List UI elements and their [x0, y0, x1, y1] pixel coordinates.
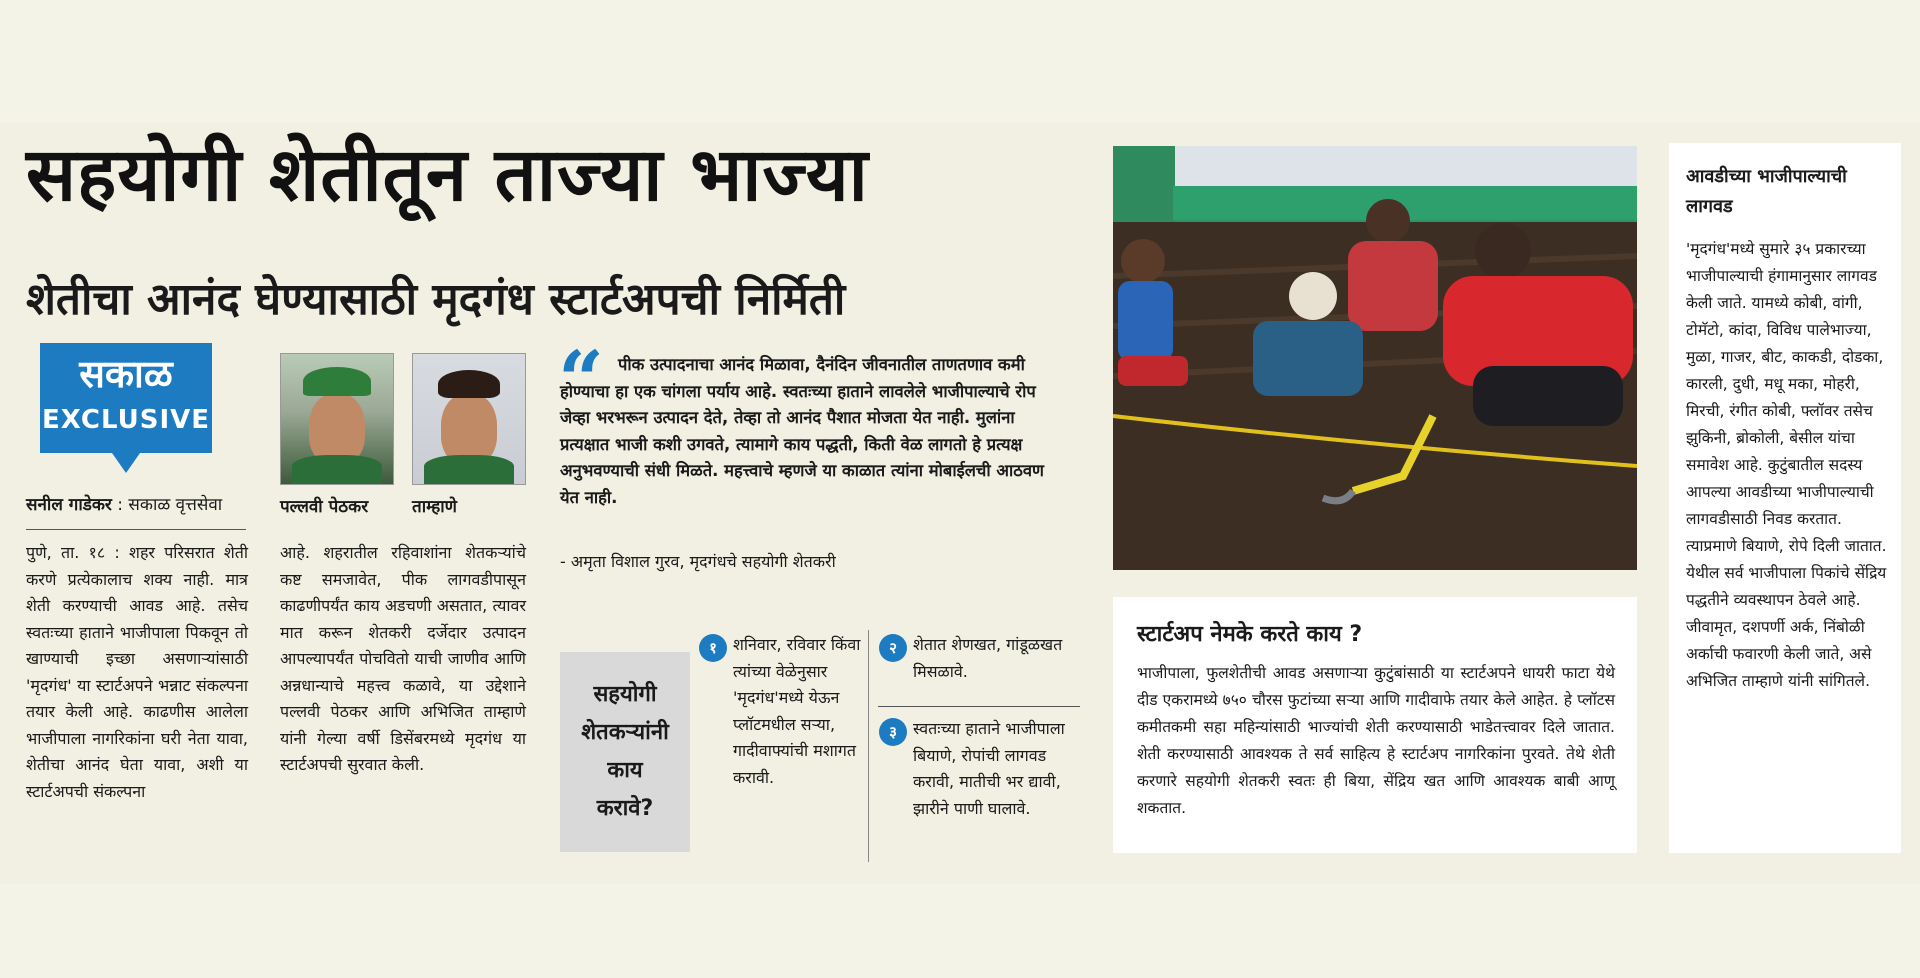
- byline-rule: [26, 529, 246, 530]
- article-column-1: [26, 540, 248, 805]
- sakal-exclusive-logo: [40, 343, 212, 453]
- steps-title-line: काय: [607, 758, 643, 783]
- sidebar-title: आवडीच्या भाजीपाल्याची लागवड: [1686, 166, 1847, 217]
- pull-quote-author: - अमृता विशाल गुरव, मृदगंधचे सहयोगी शेतकरी: [560, 552, 836, 571]
- byline-name: सनील गाडेकर: [26, 495, 112, 515]
- article-paragraph: पुणे, ता. १८ : शहर परिसरात शेती करणे प्रत्येकालाच शक्य नाही. मात्र शेती करण्याची आवड आहे. तसेच स्वतःच्या हाताने भाजीपाला पिकवून तो खाण्याची इच्छा असणाऱ्यांसाठी 'मृदगंध' या स्टार्टअपने भन्नाट संकल्पना तयार केली आहे. काढणीस आलेला भाजीपाला नागरिकांना घरी नेता यावा, शेतीचा आनंद घेता यावा, अशी या स्टार्टअपची संकल्पना: [26, 543, 248, 801]
- sidebar-text: 'मृदगंध'मध्ये सुमारे ३५ प्रकारच्या भाजीपाल्याची हंगामानुसार लागवड केली जाते. यामध्ये कोबी, वांगी, टोमॅटो, कांदा, विविध पालेभाज्या, मुळा, गाजर, बीट, काकडी, दोडका, कारली, दुधी, मधू मका, मोहरी, मिरची, रंगीत कोबी, फ्लॉवर तसेच झुकिनी, ब्रोकोली, बेसील यांचा समावेश आहे. कुटुंबातील सदस्य आपल्या आवडीच्या भाजीपाल्याची लागवडीसाठी निवड करतात. त्याप्रमाणे बियाणे, रोपे दिली जातात. येथील सर्व भाजीपाला पिकांचे सेंद्रिय पद्धतीने व्यवस्थापन ठेवले आहे. जीवामृत, दशपर्णी अर्क, निंबोळी अर्काची फवारणी केली जाते, असे अभिजित ताम्हाणे यांनी सांगितले.: [1686, 240, 1887, 690]
- step-3-text: स्वतःच्या हाताने भाजीपाला बियाणे, रोपांची लागवड करावी, मातीची भर द्यावी, झारीने पाणी घालावे.: [913, 719, 1065, 818]
- article-column-2: [280, 540, 526, 779]
- pull-quote: [560, 352, 1060, 511]
- logo-tag: EXCLUSIVE: [42, 405, 210, 435]
- article-paragraph: आहे. शहरातील रहिवाशांना शेतकऱ्यांचे कष्ट समजावेत, पीक लागवडीपासून काढणीपर्यंत काय अडचणी असतात, त्यावर मात करून शेतकरी दर्जेदार उत्पादन आपल्यापर्यंत पोचवितो याची जाणीव आणि अन्नधान्याचे महत्त्व कळावे, या उद्देशाने पल्लवी पेठकर आणि अभिजित ताम्हाणे यांनी गेल्या वर्षी डिसेंबरमध्ये मृदगंध या स्टार्टअपची सुरवात केली.: [280, 543, 526, 774]
- startup-box-text: भाजीपाला, फुलशेतीची आवड असणाऱ्या कुटुंबांसाठी या स्टार्टअपने धायरी फाटा येथे दीड एकरामध्ये ७५० चौरस फुटांच्या सऱ्या आणि गादीवाफे तयार केले आहेत. हे प्लॉटस कमीतकमी सहा महिन्यांसाठी भाज्यांची शेती करण्यासाठी भाडेतत्त्वावर दिले जातात. शेती करण्यासाठी आवश्यक ते सर्व साहित्य हे स्टार्टअप नागरिकांना पुरवते. तेथे शेती करणारे सहयोगी शेतकरी स्वतः ही बिया, सेंद्रिय खत आणि आवश्यक बाबी आणू शकतात.: [1137, 664, 1615, 817]
- farm-photo: [1113, 146, 1637, 570]
- byline-source: : सकाळ वृत्तसेवा: [111, 495, 223, 515]
- steps-rule: [878, 706, 1080, 707]
- step-number-2: २: [879, 634, 907, 662]
- startup-box-title: स्टार्टअप नेमके करते काय ?: [1137, 622, 1363, 647]
- farm-scene-image: [1113, 146, 1637, 570]
- quote-mark-icon: “: [558, 333, 605, 427]
- steps-divider: [868, 630, 869, 862]
- photo-caption-left: पल्लवी पेठकर: [280, 497, 369, 517]
- photo-caption-right: ताम्हाणे: [412, 497, 457, 517]
- step-1-text: शनिवार, रविवार किंवा त्यांच्या वेळेनुसार 'मृदगंध'मध्ये येऊन प्लॉटमधील सऱ्या, गादीवाफ्यांची मशागत करावी.: [733, 635, 861, 787]
- step-2-text: शेतात शेणखत, गांडूळखत मिसळावे.: [913, 635, 1063, 681]
- byline: [26, 492, 222, 515]
- headline: सहयोगी शेतीतून ताज्या भाज्या: [26, 132, 869, 218]
- portrait-photo-pallavi: [280, 353, 394, 485]
- steps-title-line: शेतकऱ्यांनी: [581, 720, 669, 745]
- step-number-1: १: [699, 634, 727, 662]
- steps-title-line: करावे?: [596, 796, 654, 821]
- steps-title-line: सहयोगी: [593, 682, 657, 707]
- steps-title-box: [560, 652, 690, 852]
- logo-brand: सकाळ: [79, 352, 173, 396]
- pull-quote-text: पीक उत्पादनाचा आनंद मिळावा, दैनंदिन जीवनातील ताणतणाव कमी होण्याचा हा एक चांगला पर्याय आहे. स्वतःच्या हाताने लावलेले भाजीपाल्याचे रोप जेव्हा भरभरून उत्पादन देते, तेव्हा तो आनंद पैशात मोजता येत नाही. मुलांना प्रत्यक्षात भाजी कशी उगवते, त्यामागे काय पद्धती, किती वेळ लागतो हे प्रत्यक्ष अनुभवण्याची संधी मिळते. महत्त्वाचे म्हणजे या काळात त्यांना मोबाईलची आठवण येत नाही.: [560, 355, 1044, 507]
- step-number-3: ३: [879, 718, 907, 746]
- portrait-photo-tamhane: [412, 353, 526, 485]
- subheadline: शेतीचा आनंद घेण्यासाठी मृदगंध स्टार्टअपची निर्मिती: [26, 274, 846, 325]
